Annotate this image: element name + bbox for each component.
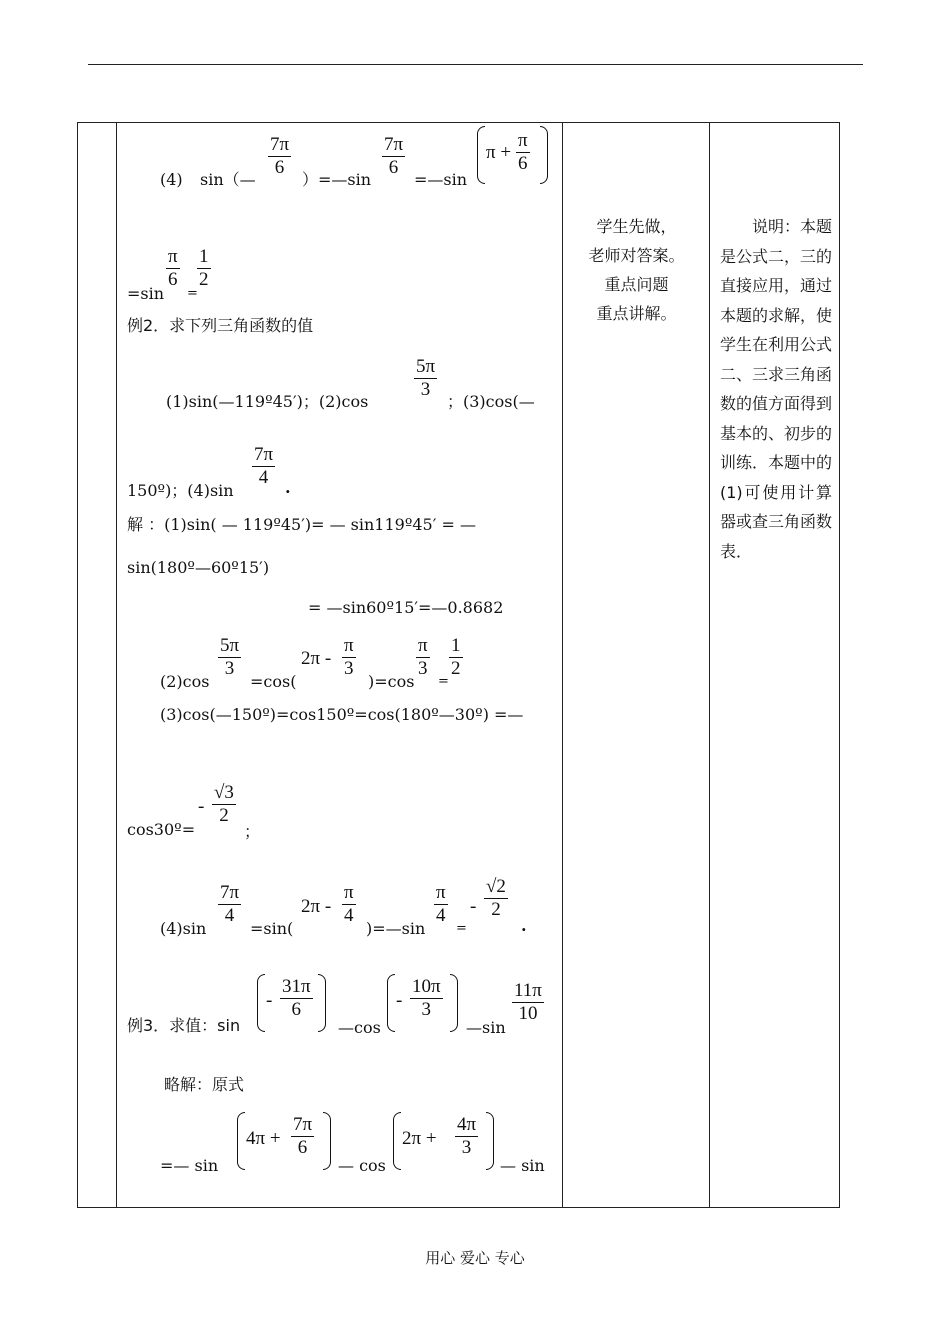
example-title: 例2．求下列三角函数的值 bbox=[127, 316, 314, 335]
fraction: $\frac{√2}{2}$ bbox=[486, 876, 506, 920]
math-text: 2π + bbox=[402, 1128, 437, 1149]
math-text: = bbox=[456, 921, 467, 936]
math-text: )=cos bbox=[368, 672, 415, 691]
math-text: (4)sin bbox=[160, 919, 207, 938]
solution-line: = —sin60º15′=—0.8682 bbox=[308, 598, 504, 617]
math-text: ；(3)cos(— bbox=[447, 392, 535, 411]
right-paren bbox=[486, 1112, 494, 1170]
math-text: )=—sin bbox=[366, 919, 426, 938]
right-paren bbox=[318, 974, 326, 1032]
math-text: ； bbox=[244, 822, 261, 841]
math-text: (1)sin(—119º45′)；(2)cos bbox=[166, 392, 369, 411]
math-text: 2π - bbox=[301, 896, 332, 917]
math-text: - bbox=[266, 990, 273, 1011]
fraction: $\frac{10\pi}{3}$ bbox=[412, 976, 441, 1020]
math-text: =— sin bbox=[160, 1156, 219, 1175]
math-text: - bbox=[396, 990, 403, 1011]
math-text: ）=—sin bbox=[302, 170, 372, 189]
right-paren bbox=[323, 1112, 331, 1170]
method-line: 重点讲解。 bbox=[596, 304, 677, 323]
fraction: $\frac{11\pi}{10}$ bbox=[514, 980, 542, 1024]
left-paren bbox=[477, 126, 485, 184]
math-text: 2π - bbox=[301, 648, 332, 669]
fraction: $\frac{4\pi}{3}$ bbox=[457, 1114, 477, 1158]
right-paren bbox=[540, 126, 548, 184]
left-paren bbox=[393, 1112, 401, 1170]
brief-solution-label: 略解：原式 bbox=[164, 1075, 245, 1094]
math-text: —cos bbox=[338, 1018, 381, 1037]
column-divider bbox=[709, 122, 710, 1208]
math-text: =cos( bbox=[250, 672, 297, 691]
fraction: $\frac{7\pi}{4}$ bbox=[220, 882, 240, 926]
method-column bbox=[569, 212, 704, 328]
fraction: $\frac{5\pi}{3}$ bbox=[416, 356, 436, 400]
solution-line: 解 ：(1)sin( — 119º45′)= — sin119º45′ = — bbox=[127, 515, 476, 534]
fraction: $\frac{\pi}{4}$ bbox=[436, 882, 446, 926]
fraction: $\frac{1}{2}$ bbox=[451, 635, 461, 679]
fraction: $\frac{\pi}{4}$ bbox=[344, 882, 354, 926]
column-divider bbox=[562, 122, 563, 1208]
example-title: 例3．求值：sin bbox=[127, 1016, 241, 1035]
fraction: $\frac{31\pi}{6}$ bbox=[282, 976, 311, 1020]
solution-line: (3)cos(—150º)=cos150º=cos(180º—30º) =— bbox=[160, 705, 524, 724]
math-text: = bbox=[187, 286, 198, 301]
fraction: $\frac{\pi}{3}$ bbox=[418, 635, 428, 679]
left-paren bbox=[387, 974, 395, 1032]
fraction: $\frac{\pi}{6}$ bbox=[518, 130, 528, 174]
column-divider bbox=[116, 122, 117, 1208]
fraction: $\frac{\pi}{6}$ bbox=[168, 246, 178, 290]
header-rule bbox=[88, 64, 863, 65]
fraction: $\frac{7\pi}{6}$ bbox=[384, 134, 404, 178]
fraction: $\frac{5\pi}{3}$ bbox=[220, 635, 240, 679]
math-text: sin（— bbox=[200, 170, 256, 189]
fraction: $\frac{\pi}{3}$ bbox=[344, 635, 354, 679]
fraction: $\frac{7\pi}{4}$ bbox=[254, 444, 274, 488]
math-text: — sin bbox=[500, 1156, 545, 1175]
math-text: =—sin bbox=[414, 170, 468, 189]
fraction: $\frac{√3}{2}$ bbox=[214, 782, 234, 826]
note-column: 说明：本题是公式二，三的直接应用，通过本题的求解，使学生在利用公式二、三求三角函数的值方面得到基本的、初步的训练．本题中的(1)可使用计算器或查三角函数表． bbox=[720, 217, 833, 561]
math-text: 4π + bbox=[246, 1128, 281, 1149]
math-text: —sin bbox=[466, 1018, 506, 1037]
fraction: $\frac{7\pi}{6}$ bbox=[270, 134, 290, 178]
math-text: =sin bbox=[127, 284, 165, 303]
method-line: 重点问题 bbox=[604, 275, 669, 294]
footer: 用心 爱心 专心 bbox=[425, 1249, 525, 1267]
fraction: $\frac{7\pi}{6}$ bbox=[293, 1114, 313, 1158]
math-text: = bbox=[438, 674, 449, 689]
right-paren bbox=[450, 974, 458, 1032]
math-text: cos30º= bbox=[127, 820, 196, 839]
math-text: — cos bbox=[338, 1156, 386, 1175]
left-paren bbox=[237, 1112, 245, 1170]
math-text: - bbox=[198, 796, 205, 817]
math-text: (2)cos bbox=[160, 672, 210, 691]
math-text: =sin( bbox=[250, 919, 294, 938]
math-text: . bbox=[521, 916, 527, 935]
left-paren bbox=[257, 974, 265, 1032]
problem-label: (4) bbox=[160, 170, 183, 189]
method-line: 学生先做， bbox=[596, 217, 677, 236]
math-text: - bbox=[470, 896, 477, 917]
math-text: . bbox=[285, 478, 291, 497]
fraction: $\frac{1}{2}$ bbox=[199, 246, 209, 290]
math-text: π + bbox=[486, 142, 512, 163]
method-line: 老师对答案。 bbox=[588, 246, 685, 265]
math-text: 150º)；(4)sin bbox=[127, 481, 234, 500]
solution-line: sin(180º—60º15′) bbox=[127, 558, 270, 577]
